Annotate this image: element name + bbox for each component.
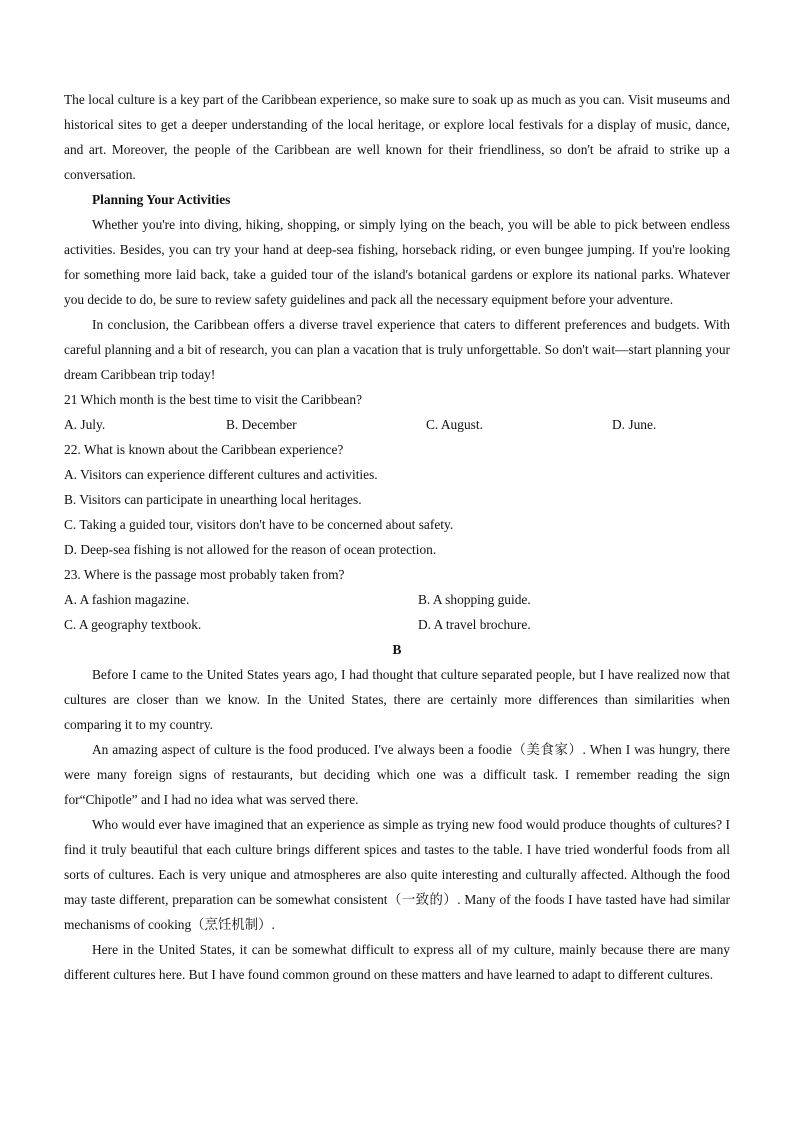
q22-option-c: C. Taking a guided tour, visitors don't have to be concerned about safety. [64,517,454,532]
q21-option-a: A. July. [64,417,106,432]
question-22-stem: 22. What is known about the Caribbean experience? [64,442,344,457]
q23-option-b: B. A shopping guide. [418,592,531,607]
passage-a-paragraph-1: The local culture is a key part of the Caribbean experience, so make sure to soak up as much as you can. Visit museums and historical sites to get a deeper understanding of the local heritage, or explore local festivals for a display of music, dance, and art. Moreover, the people of the Caribbean are well known for their friendliness, so don't be afraid to strike up a conversation. [64,92,730,182]
passage-b-paragraph-2: An amazing aspect of culture is the food produced. I've always been a foodie（美食家）. When I was hungry, there were many foreign signs of restaurants, but deciding which one was a difficult task. I remember reading the sign for“Chipotle” and I had no idea what was served there. [64,742,730,807]
q22-option-a: A. Visitors can experience different cultures and activities. [64,467,378,482]
q22-option-b: B. Visitors can participate in unearthing local heritages. [64,492,362,507]
question-23-options-row-1 [64,587,730,612]
question-21-options [64,412,730,437]
passage-b-paragraph-1: Before I came to the United States years ago, I had thought that culture separated people, but I have realized now that cultures are closer than we know. In the United States, there are certainly more differences than similarities when comparing it to my country. [64,667,730,732]
section-heading: Planning Your Activities [92,192,231,207]
q21-option-c: C. August. [426,417,483,432]
q21-option-b: B. December [226,417,297,432]
passage-a-paragraph-2: Whether you're into diving, hiking, shopping, or simply lying on the beach, you will be able to pick between endless activities. Besides, you can try your hand at deep-sea fishing, horseback riding, or even bungee jumping. If you're looking for something more laid back, take a guided tour of the island's botanical gardens or explore its national parks. Whatever you decide to do, be sure to review safety guidelines and pack all the necessary equipment before your adventure. [64,217,730,307]
q21-option-d: D. June. [612,417,657,432]
question-23-options-row-2 [64,612,730,637]
question-21-stem: 21 Which month is the best time to visit the Caribbean? [64,392,363,407]
passage-b-label: B [392,642,402,657]
passage-a-paragraph-3: In conclusion, the Caribbean offers a diverse travel experience that caters to different preferences and budgets. With careful planning and a bit of research, you can plan a vacation that is truly unforgettable. So don't wait—start planning your dream Caribbean trip today! [64,317,730,382]
q23-option-d: D. A travel brochure. [418,617,531,632]
passage-b-paragraph-3: Who would ever have imagined that an experience as simple as trying new food would produce thoughts of cultures? I find it truly beautiful that each culture brings different spices and tastes to the table. I have tried wonderful foods from all sorts of cultures. Each is very unique and atmospheres are also quite interesting and culturally affected. Although the food may taste different, preparation can be somewhat consistent（一致的）. Many of the foods I have tasted have had similar mechanisms of cooking（烹饪机制）. [64,817,730,932]
document-page [64,87,730,987]
passage-b-paragraph-4: Here in the United States, it can be somewhat difficult to express all of my culture, mainly because there are many different cultures here. But I have found common ground on these matters and have learned to adapt to different cultures. [64,942,730,982]
q23-option-c: C. A geography textbook. [64,617,202,632]
q23-option-a: A. A fashion magazine. [64,592,190,607]
question-23-stem: 23. Where is the passage most probably taken from? [64,567,345,582]
q22-option-d: D. Deep-sea fishing is not allowed for the reason of ocean protection. [64,542,437,557]
